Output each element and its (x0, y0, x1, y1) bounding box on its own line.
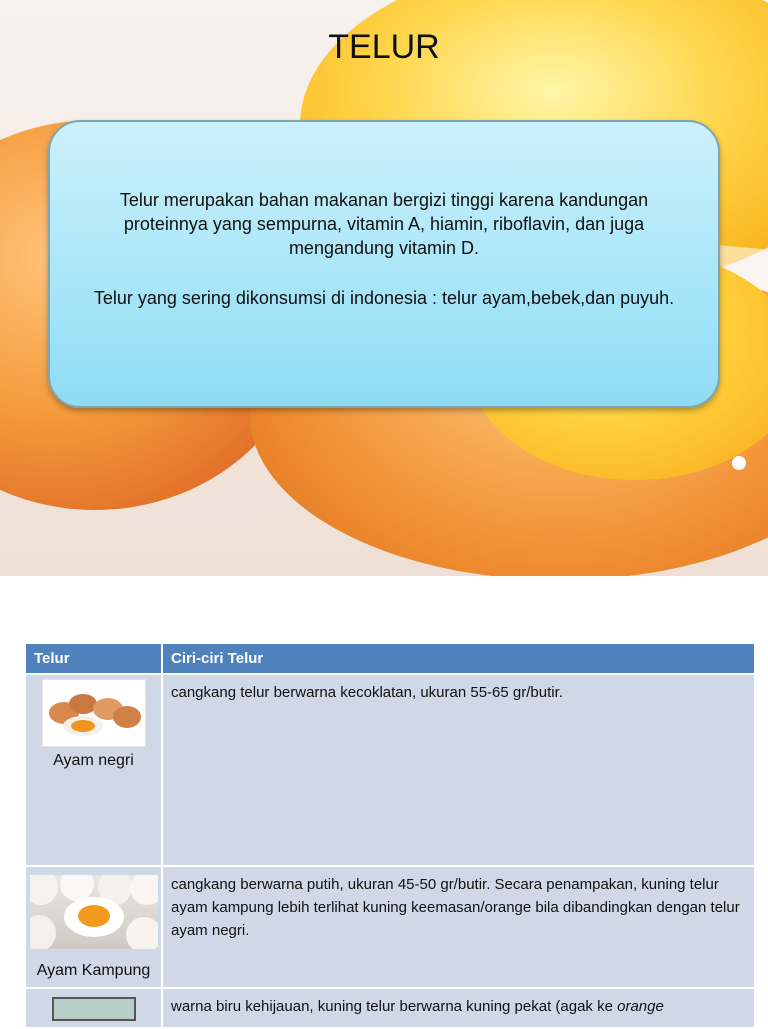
highlight-shine (732, 456, 746, 470)
ayam-negri-egg-image (42, 679, 146, 747)
egg-type-label: Ayam Kampung (36, 962, 151, 979)
egg-type-cell (25, 988, 162, 1028)
table-row (25, 988, 755, 1028)
egg-description-cell (162, 988, 755, 1028)
description-text: warna biru kehijauan, kuning telur berwarna kuning pekat (agak ke (171, 998, 618, 1015)
info-paragraph: Telur yang sering dikonsumsi di indonesia : telur ayam,bebek,dan puyuh. (93, 288, 675, 308)
ayam-kampung-egg-image (30, 875, 158, 949)
info-text-box (48, 120, 720, 408)
column-header-ciri: Ciri-ciri Telur (162, 643, 755, 674)
egg-type-label: Ayam negri (53, 752, 134, 769)
egg-type-cell (25, 674, 162, 866)
egg-type-cell (25, 866, 162, 988)
slide-title: TELUR (328, 28, 440, 66)
table-row (25, 866, 755, 988)
egg-characteristics-table (24, 642, 756, 1029)
column-header-telur: Telur (25, 643, 162, 674)
egg-image (52, 997, 136, 1021)
info-paragraph: Telur merupakan bahan makanan bergizi tinggi karena kandungan proteinnya yang sempurna, vitamin A, hiamin, riboflavin, dan juga mengandung vitamin D. (119, 190, 649, 258)
egg-description-cell: cangkang telur berwarna kecoklatan, ukuran 55-65 gr/butir. (162, 674, 755, 866)
description-italic-text: orange (617, 998, 664, 1015)
table-row (25, 674, 755, 866)
egg-description-cell: cangkang berwarna putih, ukuran 45-50 gr/butir. Secara penampakan, kuning telur ayam kampung lebih terlihat kuning keemasan/orange bila dibandingkan dengan telur ayam negri. (162, 866, 755, 988)
table-header-row (25, 643, 755, 674)
